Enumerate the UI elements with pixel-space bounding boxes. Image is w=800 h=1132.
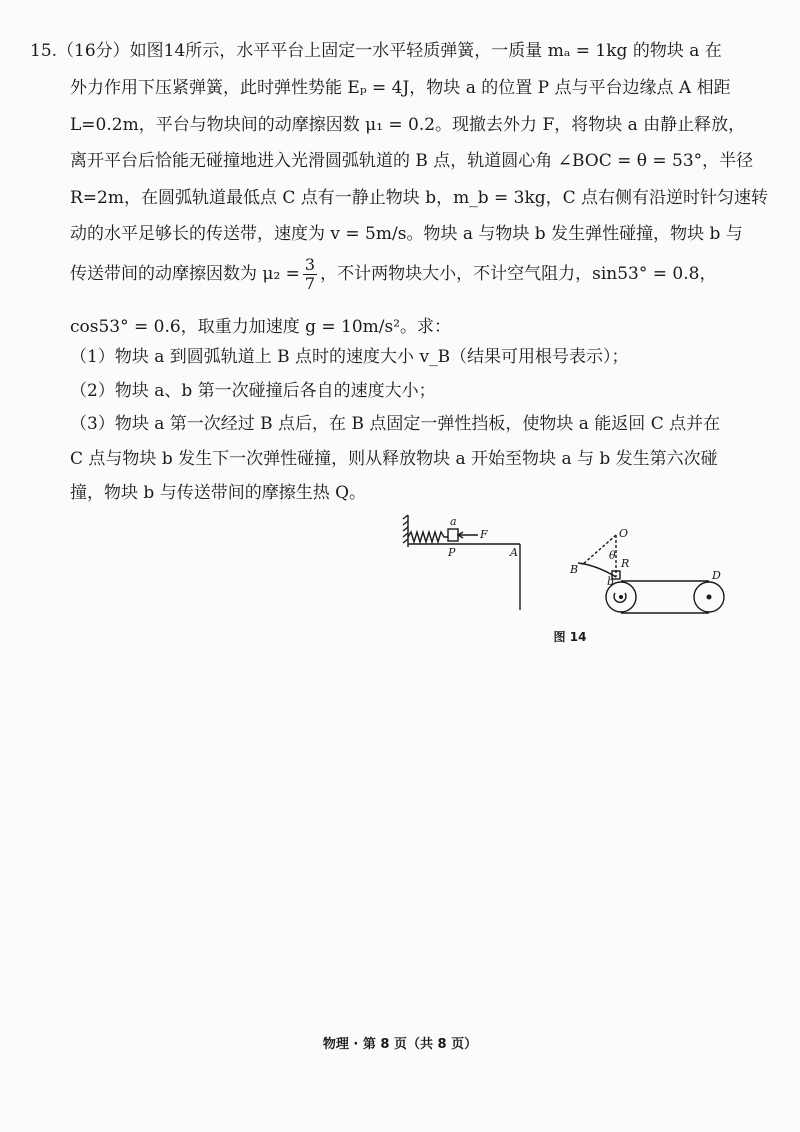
- question-line-7: [70, 256, 760, 293]
- pulley-axle-right: [707, 595, 712, 600]
- label-R: R: [621, 557, 630, 570]
- question-line-6: 动的水平足够长的传送带，速度为 v = 5m/s。物块 a 与物块 b 发生弹性碰撞，物块 b 与: [70, 224, 743, 244]
- question-line-3: L=0.2m，平台与物块间的动摩擦因数 μ₁ = 0.2。现撤去外力 F，将物块 a 由静止释放，: [70, 115, 746, 135]
- sub-question-3-line-3: 撞，物块 b 与传送带间的摩擦生热 Q。: [70, 483, 367, 503]
- label-D: D: [712, 569, 721, 582]
- question-line-2: 外力作用下压紧弹簧，此时弹性势能 Eₚ = 4J，物块 a 的位置 P 点与平台边缘点 A 相距: [70, 78, 731, 98]
- friction-text-before: 传送带间的动摩擦因数为 μ₂ =: [70, 264, 300, 284]
- label-theta: θ: [609, 549, 616, 562]
- page-footer: 物理 · 第 8 页（共 8 页）: [322, 1037, 478, 1052]
- question-line-8: cos53° = 0.6，取重力加速度 g = 10m/s²。求：: [70, 317, 452, 337]
- label-O: O: [619, 527, 629, 540]
- sub-question-3-line-1: （3）物块 a 第一次经过 B 点后，在 B 点固定一弹性挡板，使物块 a 能返回 C 点并在: [70, 414, 721, 434]
- sub-question-3-line-2: C 点与物块 b 发生下一次弹性碰撞，则从释放物块 a 开始至物块 a 与 b 发生第六次碰: [70, 449, 718, 469]
- sub-question-1: （1）物块 a 到圆弧轨道上 B 点时的速度大小 v_B（结果可用根号表示）；: [70, 347, 629, 367]
- fraction-numerator: 3: [304, 255, 316, 274]
- spring: [408, 532, 448, 542]
- block-a: [448, 529, 458, 541]
- label-F: F: [480, 528, 488, 541]
- question-line-4: 离开平台后恰能无碰撞地进入光滑圆弧轨道的 B 点，轨道圆心角 ∠BOC = θ = 53°，半径: [70, 151, 754, 171]
- wall-hatch: [403, 515, 408, 519]
- label-A: A: [510, 546, 518, 559]
- pulley-axle-left: [619, 595, 623, 599]
- fraction-denominator: 7: [304, 274, 316, 293]
- question-line-1: 15.（16分）如图14所示，水平平台上固定一水平轻质弹簧，一质量 mₐ = 1kg 的物块 a 在: [30, 41, 722, 61]
- sub-question-2: （2）物块 a、b 第一次碰撞后各自的速度大小；: [70, 381, 436, 401]
- label-a: a: [450, 515, 457, 528]
- label-B: B: [570, 563, 579, 576]
- friction-text-after: ，不计两物块大小，不计空气阻力，sin53° = 0.8，: [320, 264, 717, 284]
- fraction-3-7: [303, 256, 317, 293]
- figure-caption: 图 14: [553, 630, 587, 644]
- question-line-5: R=2m，在圆弧轨道最低点 C 点有一静止物块 b，m_b = 3kg，C 点右侧有沿逆时针匀速转: [70, 188, 769, 208]
- label-P: P: [448, 546, 456, 559]
- label-b: b: [607, 575, 615, 588]
